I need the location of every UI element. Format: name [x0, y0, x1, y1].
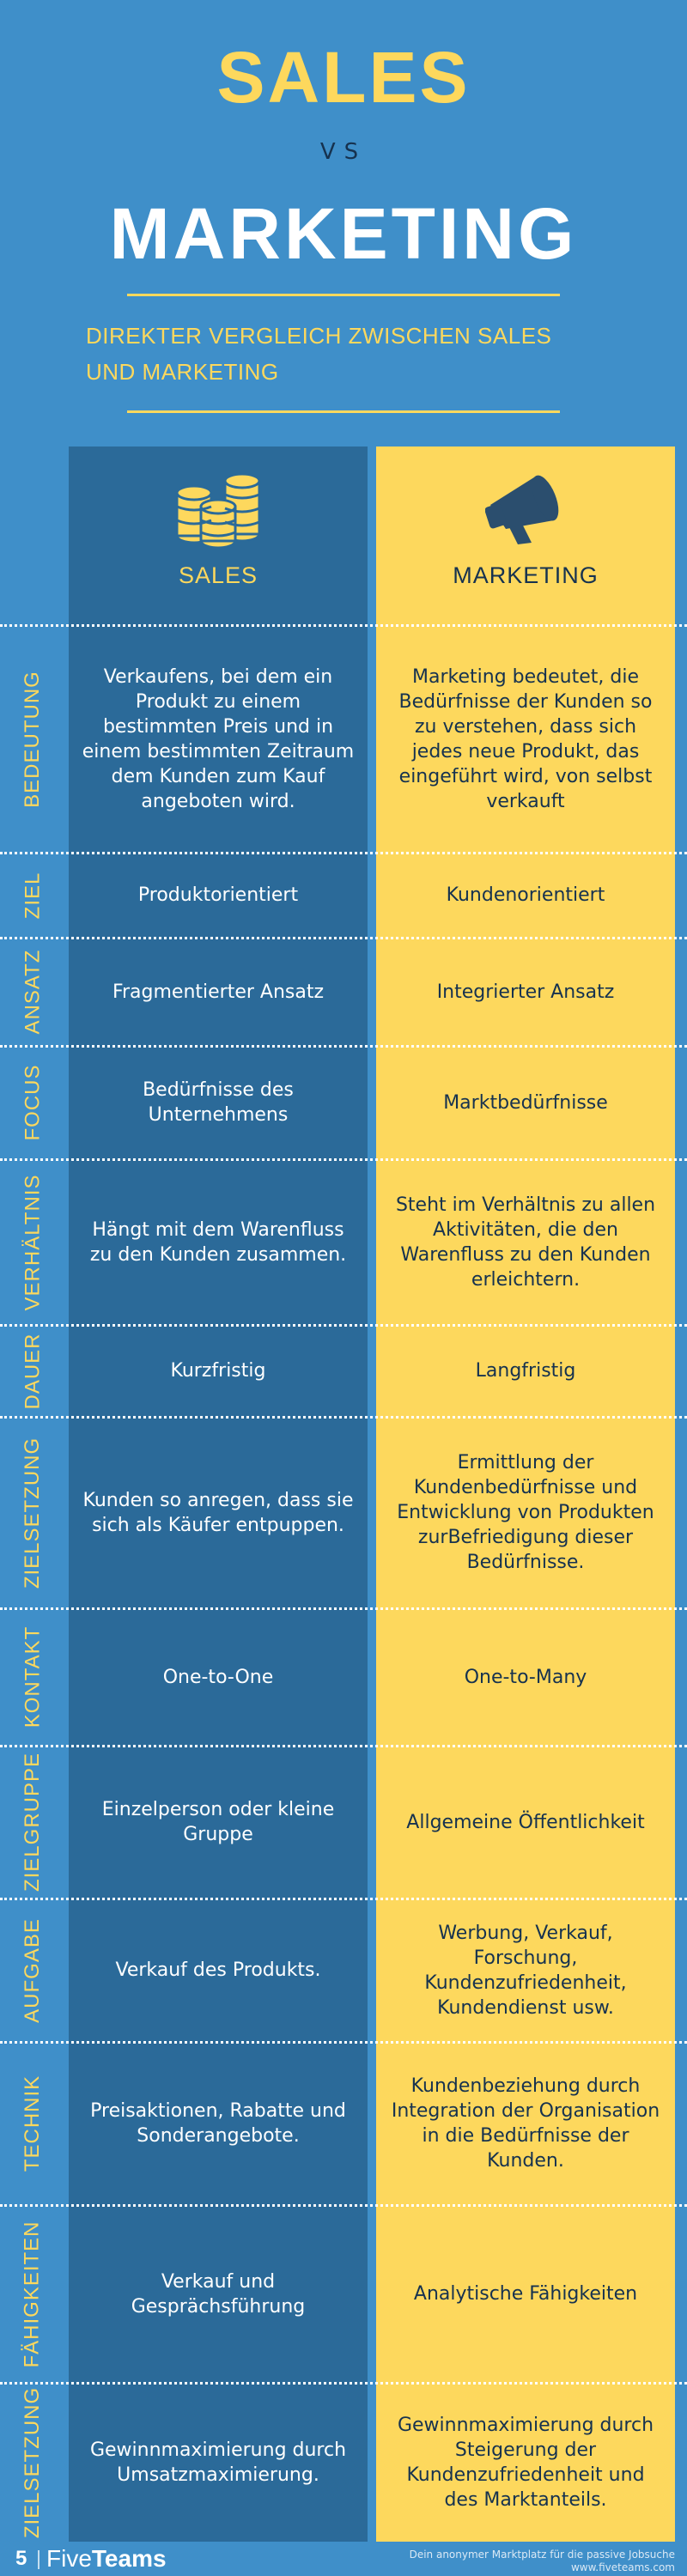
marketing-cell: Analytische Fähigkeiten	[413, 2283, 638, 2305]
row-label	[14, 1746, 52, 1899]
marketing-cell: Werbung, Verkauf, Forschung, Kundenzufriedenheit, Kundendienst usw.	[424, 1922, 627, 2019]
row-label-text: ZIEL	[21, 872, 44, 919]
table-row-zielsetzung-13	[0, 2383, 687, 2542]
marketing-cell: Kundenorientiert	[446, 884, 605, 906]
table-row-focus-4	[0, 1046, 687, 1159]
row-label	[14, 2383, 52, 2542]
sales-cell: Verkaufens, bei dem ein Produkt zu einem bestimmten Preis und in einem bestimmten Zeitraum dem Kunden zum Kauf angeboten wird.	[82, 665, 355, 812]
table-row-ziel-2	[0, 853, 687, 938]
logo-mark: 5	[15, 2547, 27, 2570]
row-label-text: ZIELSETZUNG	[21, 2386, 45, 2538]
row-label	[14, 1159, 52, 1325]
tagline	[366, 2549, 675, 2574]
title-sales: SALES	[216, 37, 471, 118]
marketing-cell: Marktbedürfnisse	[443, 1091, 608, 1114]
footer	[0, 2542, 687, 2576]
row-label	[14, 1899, 52, 2042]
logo[interactable]	[46, 2545, 167, 2573]
marketing-cell: Gewinnmaximierung durch Steigerung der Kundenzufriedenheit und des Marktanteils.	[397, 2414, 654, 2511]
marketing-column-label: MARKETING	[453, 562, 599, 588]
marketing-cell: Steht im Verhältnis zu allen Aktivitäten, die den Warenfluss zu den Kunden erleichtern.	[395, 1194, 656, 1291]
tagline-line-1: Dein anonymer Marktplatz für die passive Jobsuche	[409, 2549, 675, 2561]
marketing-cell: One-to-Many	[464, 1666, 587, 1688]
table-row-aufgabe-10	[0, 1899, 687, 2042]
website-link[interactable]: www.fiveteams.com	[570, 2561, 675, 2573]
subtitle-line-2: UND MARKETING	[86, 359, 279, 385]
sales-cell: Preisaktionen, Rabatte und Sonderangebote.	[90, 2100, 346, 2147]
table-row-technik-11	[0, 2042, 687, 2205]
table-row-dauer-6	[0, 1325, 687, 1417]
divider-top	[127, 294, 560, 296]
row-label	[14, 853, 52, 938]
sales-cell: Produktorientiert	[137, 884, 299, 906]
row-label	[14, 2205, 52, 2383]
table-row-faehigkeiten-12	[0, 2205, 687, 2383]
sales-cell: Kunden so anregen, dass sie sich als Käufer entpuppen.	[82, 1489, 354, 1536]
coins-stack-icon	[175, 472, 261, 550]
subtitle	[86, 318, 601, 390]
marketing-cell: Kundenbeziehung durch Integration der Organisation in die Bedürfnisse der Kunden.	[391, 2075, 660, 2172]
row-label	[14, 938, 52, 1046]
marketing-cell: Langfristig	[475, 1360, 576, 1382]
table-row-kontakt-8	[0, 1608, 687, 1746]
sales-cell: Bedürfnisse des Unternehmens	[143, 1079, 294, 1126]
row-label-text: KONTAKT	[21, 1625, 44, 1728]
table-row-bedeutung-1	[0, 625, 687, 853]
row-label-text: FOCUS	[21, 1064, 44, 1141]
marketing-cell: Integrierter Ansatz	[436, 981, 615, 1003]
marketing-cell: Allgemeine Öffentlichkeit	[406, 1811, 645, 1833]
row-label-text: TECHNIK	[21, 2075, 44, 2172]
sales-cell: Gewinnmaximierung durch Umsatzmaximierung.	[89, 2439, 347, 2486]
row-label-text: FÄHIGKEITEN	[21, 2220, 44, 2368]
sales-cell: Einzelperson oder kleine Gruppe	[101, 1799, 335, 1845]
sales-cell: Verkauf des Produkts.	[115, 1959, 321, 1981]
marketing-cell: Ermittlung der Kundenbedürfnisse und Entwicklung von Produkten zurBefriedigung dieser Bedürfnisse.	[397, 1452, 654, 1573]
table-row-zielgruppe-9	[0, 1746, 687, 1899]
sales-cell: Verkauf und Gesprächsführung	[131, 2270, 306, 2318]
row-label	[14, 625, 52, 853]
table-row-zielsetzung-7	[0, 1417, 687, 1608]
row-label	[14, 1608, 52, 1746]
subtitle-line-1: DIREKTER VERGLEICH ZWISCHEN SALES	[86, 323, 552, 349]
sales-cell: One-to-One	[162, 1666, 274, 1688]
megaphone-icon	[485, 467, 566, 544]
logo-divider	[38, 2550, 40, 2569]
row-label-text: ZIELGRUPPE	[21, 1752, 45, 1893]
marketing-cell: Marketing bedeutet, die Bedürfnisse der Kunden so zu verstehen, dass sich jedes neue Produkt, das eingeführt wird, von selbst verkauft	[398, 665, 653, 812]
row-label	[14, 2042, 52, 2205]
table-row-ansatz-3	[0, 938, 687, 1046]
sales-column-label: SALES	[178, 562, 258, 588]
table-row-verhaeltnis-5	[0, 1159, 687, 1325]
row-label-text: DAUER	[21, 1332, 45, 1410]
row-label	[14, 1417, 52, 1608]
logo-text-light: Five	[46, 2545, 92, 2572]
row-label-text: ZIELSETZUNG	[21, 1437, 45, 1589]
divider-bottom	[127, 410, 560, 413]
row-label-text: BEDEUTUNG	[21, 670, 44, 808]
row-label-text: AUFGABE	[21, 1917, 45, 2023]
sales-cell: Fragmentierter Ansatz	[112, 981, 325, 1003]
row-label	[14, 1325, 52, 1417]
row-label-text: ANSATZ	[21, 949, 44, 1035]
title-marketing: MARKETING	[109, 193, 578, 274]
row-label	[14, 1046, 52, 1159]
logo-text-bold: Teams	[91, 2545, 167, 2572]
row-label-text: VERHÄLTNIS	[21, 1174, 45, 1310]
sales-cell: Hängt mit dem Warenfluss zu den Kunden zusammen.	[89, 1218, 347, 1266]
title-vs: VS	[319, 139, 368, 165]
sales-cell: Kurzfristig	[170, 1360, 266, 1382]
